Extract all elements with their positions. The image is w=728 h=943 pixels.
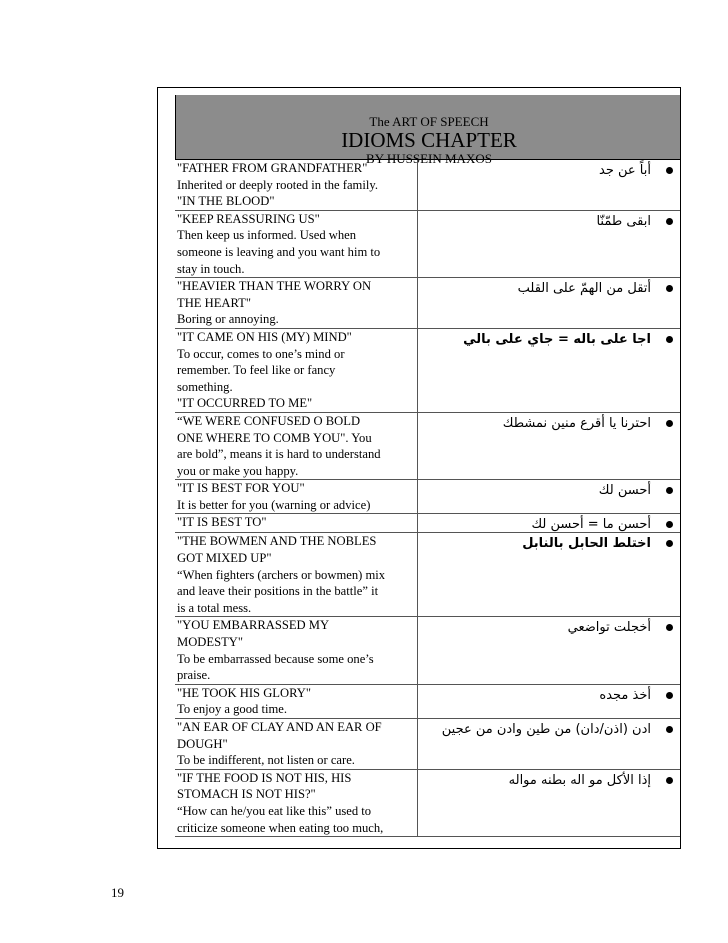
table-header <box>175 95 681 166</box>
idiom-arabic-text: اجا على باله = جاي على بالي <box>463 331 651 347</box>
idiom-english <box>175 770 418 836</box>
idiom-arabic <box>418 719 681 769</box>
idiom-arabic <box>418 770 681 836</box>
idiom-arabic-text: أتقل من الهمّ على القلب <box>517 281 651 297</box>
idiom-english-line: "AN EAR OF CLAY AND AN EAR OF <box>177 720 382 734</box>
idiom-row <box>175 160 681 211</box>
idiom-arabic <box>418 514 681 532</box>
idiom-english-line: "THE BOWMEN AND THE NOBLES <box>177 534 377 549</box>
header-chapter-title: IDIOMS CHAPTER <box>341 128 517 152</box>
idiom-rows <box>175 160 681 837</box>
idiom-english-line: "IF THE FOOD IS NOT HIS, HIS <box>177 770 352 785</box>
idiom-arabic <box>418 413 681 479</box>
idiom-english-line: Boring or annoying. <box>177 312 279 327</box>
idiom-english-line: THE HEART" <box>177 295 251 310</box>
idiom-english <box>175 329 418 412</box>
idiom-arabic <box>418 533 681 616</box>
idiom-english-line: “How can he/you eat like this” used to <box>177 803 372 818</box>
idiom-english-line: and leave their positions in the battle” it <box>177 584 379 599</box>
idiom-english-line: STOMACH IS NOT HIS?" <box>177 787 316 802</box>
idiom-arabic-text: إذا الأكل مو اله بطنه مواله <box>508 772 651 788</box>
idiom-english-line: stay in touch. <box>177 261 245 276</box>
idiom-english-line: praise. <box>177 668 211 683</box>
idiom-row <box>175 278 681 329</box>
idiom-english-line: DOUGH" <box>177 736 228 751</box>
bullet-icon <box>666 336 673 343</box>
idiom-english-line: “When fighters (archers or bowmen) mix <box>177 567 386 582</box>
idiom-english-line: you or make you happy. <box>177 463 299 478</box>
idiom-arabic-text: احترنا يا أقرع منين نمشطك <box>502 415 651 431</box>
idiom-english <box>175 617 418 683</box>
idiom-arabic-text: أحسن لك <box>598 483 651 499</box>
idiom-english-line: Inherited or deeply rooted in the family. <box>177 177 378 192</box>
bullet-icon <box>666 420 673 427</box>
idiom-english-line: Then keep us informed. Used when <box>177 228 357 243</box>
idiom-row <box>175 329 681 413</box>
idiom-english-line: To be indifferent, not listen or care. <box>177 753 355 768</box>
bullet-icon <box>666 218 673 225</box>
idiom-english-line: "IT IS BEST FOR YOU" <box>177 481 305 496</box>
idiom-english-line: "KEEP REASSURING US" <box>177 211 320 226</box>
idiom-english-line: "IT OCCURRED TO ME" <box>177 396 313 411</box>
idiom-arabic-text: أباً عن جد <box>599 163 651 178</box>
idiom-row <box>175 211 681 278</box>
idiom-english-line: MODESTY" <box>177 635 244 650</box>
idiom-arabic-text: أخذ مجده <box>599 687 651 703</box>
bullet-icon <box>666 726 673 733</box>
idiom-row <box>175 413 681 480</box>
idiom-english-line: criticize someone when eating too much, <box>177 820 384 835</box>
idiom-english-line: GOT MIXED UP" <box>177 551 272 566</box>
bullet-icon <box>666 777 673 784</box>
idiom-english-line: are bold”, means it is hard to understand <box>177 447 381 462</box>
idiom-row <box>175 770 681 837</box>
bullet-icon <box>666 692 673 699</box>
idiom-arabic <box>418 617 681 683</box>
idiom-english <box>175 533 418 616</box>
header-book-title: The ART OF SPEECH <box>369 114 489 129</box>
idiom-arabic-text: أحسن ما = أحسن لك <box>531 517 651 533</box>
bullet-icon <box>666 624 673 631</box>
idiom-row <box>175 514 681 533</box>
idiom-english-line: It is better for you (warning or advice) <box>177 497 371 512</box>
idiom-arabic <box>418 685 681 718</box>
idiom-arabic-text: أخجلت تواضعي <box>567 620 651 636</box>
idiom-english <box>175 413 418 479</box>
idiom-arabic-text: ابقى طمّنّا <box>596 213 651 229</box>
bullet-icon <box>666 521 673 528</box>
idiom-english-line: remember. To feel like or fancy <box>177 363 336 378</box>
idiom-arabic <box>418 278 681 328</box>
idiom-english-line: something. <box>177 379 233 394</box>
idiom-row <box>175 617 681 684</box>
idiom-english <box>175 719 418 769</box>
idiom-english-line: ONE WHERE TO COMB YOU". You <box>177 430 372 445</box>
bullet-icon <box>666 167 673 174</box>
idiom-english <box>175 211 418 277</box>
idiom-arabic <box>418 329 681 412</box>
idiom-english-line: "YOU EMBARRASSED MY <box>177 618 330 633</box>
bullet-icon <box>666 540 673 547</box>
idiom-english <box>175 160 418 210</box>
idiom-row <box>175 685 681 719</box>
idiom-english-line: "IT IS BEST TO" <box>177 515 267 530</box>
idiom-arabic <box>418 160 681 210</box>
idiom-english <box>175 685 418 718</box>
idiom-english-line: "IT CAME ON HIS (MY) MIND" <box>177 329 352 344</box>
idioms-table <box>157 87 681 849</box>
idiom-english-line: “WE WERE CONFUSED O BOLD <box>177 413 361 428</box>
idiom-row <box>175 480 681 514</box>
idiom-english <box>175 514 418 532</box>
idiom-english <box>175 480 418 513</box>
idiom-english-line: "HE TOOK HIS GLORY" <box>177 685 312 700</box>
idiom-english <box>175 278 418 328</box>
idiom-arabic-text: ادن (اذن/دان) من طين وادن من عجين <box>441 722 651 737</box>
idiom-english-line: "FATHER FROM GRANDFATHER" <box>177 161 368 175</box>
idiom-english-line: is a total mess. <box>177 600 252 615</box>
idiom-english-line: "HEAVIER THAN THE WORRY ON <box>177 279 372 294</box>
idiom-row <box>175 533 681 617</box>
bullet-icon <box>666 487 673 494</box>
idiom-arabic <box>418 211 681 277</box>
bullet-icon <box>666 285 673 292</box>
idiom-row <box>175 719 681 770</box>
page-number: 19 <box>111 885 124 900</box>
idiom-arabic <box>418 480 681 513</box>
idiom-english-line: To enjoy a good time. <box>177 702 287 717</box>
header-author: BY HUSSEIN MAXOS <box>366 151 492 166</box>
idiom-english-line: To occur, comes to one’s mind or <box>177 346 345 361</box>
idiom-english-line: To be embarrassed because some one’s <box>177 651 374 666</box>
idiom-english-line: someone is leaving and you want him to <box>177 244 381 259</box>
idiom-arabic-text: اختلط الحابل بالنابل <box>522 536 651 552</box>
idiom-english-line: "IN THE BLOOD" <box>177 194 275 209</box>
